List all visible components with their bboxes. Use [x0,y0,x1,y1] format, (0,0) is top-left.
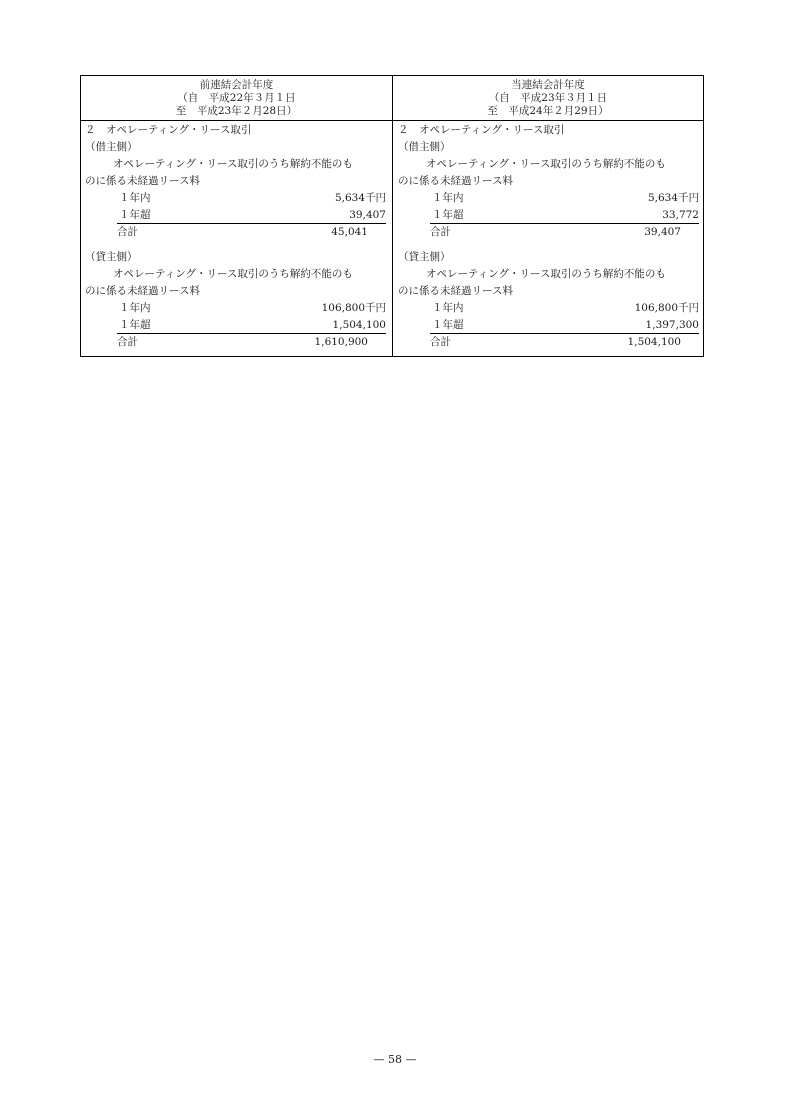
row-value: 1,397,300 [645,319,699,331]
lessor-over-one-year [85,317,390,334]
lease-table [80,75,704,357]
header-period-to: 至 平成24年２月29日） [487,105,609,117]
lessee-heading: （借主側） [85,141,138,153]
row-value: 39,407 [644,226,681,238]
lessee-over-one-year [398,207,703,224]
prior-year-content [85,122,390,351]
lessee-heading: （借主側） [398,141,451,153]
row-label: １年内 [432,192,464,204]
lessor-total [398,334,703,351]
header-prior-year [81,76,392,120]
row-value: 45,041 [331,226,368,238]
row-value: 1,610,900 [314,336,368,348]
lessee-total [85,224,390,241]
row-label: １年超 [432,319,464,331]
lessor-total [85,334,390,351]
lessee-description-cont: のに係る未経過リース料 [398,175,513,187]
row-label: １年内 [432,302,464,314]
current-year-content [398,122,703,351]
header-period-to: 至 平成23年２月28日） [175,105,298,117]
lessee-within-one-year [398,190,703,207]
section-title: ２ オペレーティング・リース取引 [85,124,252,136]
lessor-heading: （貸主側） [85,251,138,263]
lessor-heading: （貸主側） [398,251,451,263]
lessee-total [398,224,703,241]
row-value: 106,800千円 [321,302,386,314]
header-title: 当連結会計年度 [511,79,585,91]
row-value: 106,800千円 [634,302,699,314]
lessor-description: オペレーティング・リース取引のうち解約不能のも [426,268,666,280]
row-label: １年超 [119,319,151,331]
lessee-over-one-year [85,207,390,224]
row-value: 1,504,100 [332,319,386,331]
row-label: １年超 [119,209,151,221]
row-value: 39,407 [349,209,386,221]
row-label: 合計 [430,336,451,348]
lessor-description-cont: のに係る未経過リース料 [85,285,200,297]
section-title: ２ オペレーティング・リース取引 [398,124,565,136]
row-value: 33,772 [662,209,699,221]
row-value: 1,504,100 [627,336,681,348]
page-number: — 58 — [373,1053,417,1066]
header-current-year [393,76,703,120]
lessee-description: オペレーティング・リース取引のうち解約不能のも [113,158,353,170]
header-divider [81,120,703,121]
header-period-from: （自 平成23年３月１日 [488,92,608,104]
lessor-within-one-year [85,300,390,317]
row-value: 5,634千円 [647,192,699,204]
lessor-over-one-year [398,317,703,334]
row-label: １年内 [119,302,151,314]
lessor-within-one-year [398,300,703,317]
header-title: 前連結会計年度 [199,79,274,91]
row-label: 合計 [430,226,451,238]
lessor-description-cont: のに係る未経過リース料 [398,285,513,297]
lessee-description: オペレーティング・リース取引のうち解約不能のも [426,158,666,170]
row-label: １年内 [119,192,151,204]
row-value: 5,634千円 [334,192,386,204]
lessor-description: オペレーティング・リース取引のうち解約不能のも [113,268,353,280]
lessee-description-cont: のに係る未経過リース料 [85,175,200,187]
row-label: １年超 [432,209,464,221]
row-label: 合計 [117,336,138,348]
header-period-from: （自 平成22年３月１日 [177,92,296,104]
lessee-within-one-year [85,190,390,207]
row-label: 合計 [117,226,138,238]
